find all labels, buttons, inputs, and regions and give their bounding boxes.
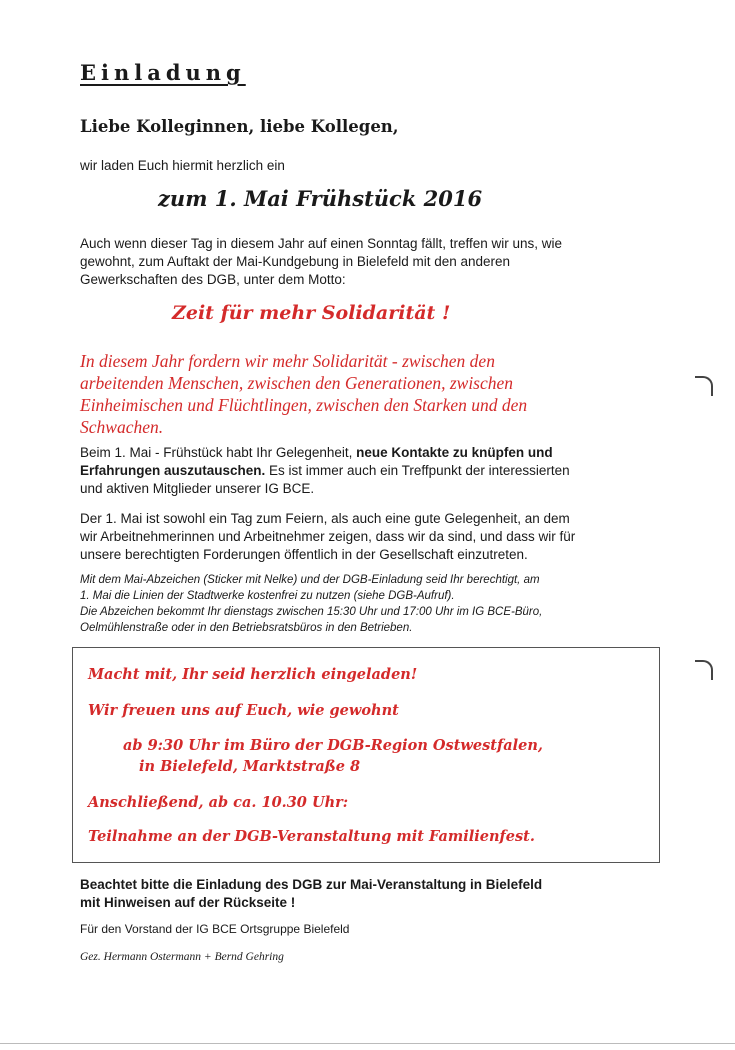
- contacts-text: Beim 1. Mai - Frühstück habt Ihr Gelegenheit,: [80, 445, 357, 460]
- badge-note: [80, 572, 680, 636]
- paragraph-line: [80, 462, 665, 480]
- note-line: Oelmühlenstraße oder in den Betriebsratsbüros in den Betrieben.: [80, 622, 413, 634]
- statement-line: Schwachen.: [80, 417, 164, 437]
- motto: Zeit für mehr Solidarität !: [172, 302, 451, 324]
- paragraph-line: und aktiven Mitglieder unserer IG BCE.: [80, 481, 315, 496]
- contacts-highlight: neue Kontakte zu knüpfen und: [356, 445, 553, 460]
- event-heading: zum 1. Mai Frühstück 2016: [158, 186, 483, 211]
- event-details-box: [72, 647, 660, 863]
- paragraph-contacts: [80, 444, 665, 498]
- statement-line: Einheimischen und Flüchtlingen, zwischen den Starken und den: [80, 395, 528, 415]
- solidarity-statement: [80, 350, 680, 438]
- board-signature-line: Für den Vorstand der IG BCE Ortsgruppe Bielefeld: [80, 922, 350, 936]
- note-line: Die Abzeichen bekommt Ihr dienstags zwischen 15:30 Uhr und 17:00 Uhr im IG BCE-Büro,: [80, 606, 543, 618]
- join-invitation: Macht mit, Ihr seid herzlich eingeladen!: [88, 666, 418, 683]
- document-title: Einladung: [80, 60, 246, 85]
- looking-forward: Wir freuen uns auf Euch, wie gewohnt: [88, 702, 399, 719]
- note-line: Mit dem Mai-Abzeichen (Sticker mit Nelke) und der DGB-Einladung seid Ihr berechtigt, am: [80, 574, 540, 586]
- location-address: in Bielefeld, Marktstraße 8: [139, 758, 361, 775]
- punch-hole-mark: [695, 660, 713, 680]
- note-line: 1. Mai die Linien der Stadtwerke kostenfrei zu nutzen (siehe DGB-Aufruf).: [80, 590, 455, 602]
- closing-line: Beachtet bitte die Einladung des DGB zur Mai-Veranstaltung in Bielefeld: [80, 877, 543, 892]
- contacts-highlight: Erfahrungen auszutauschen.: [80, 463, 266, 478]
- paragraph-line: gewohnt, zum Auftakt der Mai-Kundgebung in Bielefeld mit den anderen: [80, 254, 511, 269]
- statement-line: arbeitenden Menschen, zwischen den Generationen, zwischen: [80, 373, 514, 393]
- contacts-text: Es ist immer auch ein Treffpunkt der interessierten: [265, 463, 570, 478]
- participation: Teilnahme an der DGB-Veranstaltung mit Familienfest.: [88, 828, 535, 845]
- paragraph-celebrate: [80, 510, 665, 564]
- punch-hole-mark: [695, 376, 713, 396]
- location-line: ab 9:30 Uhr im Büro der DGB-Region Ostwestfalen,: [123, 737, 543, 754]
- statement-line: In diesem Jahr fordern wir mehr Solidarität - zwischen den: [80, 351, 495, 371]
- paragraph-line: Auch wenn dieser Tag in diesem Jahr auf einen Sonntag fällt, treffen wir uns, wie: [80, 236, 563, 251]
- afterwards-time: Anschließend, ab ca. 10.30 Uhr:: [88, 794, 349, 811]
- signatories: Gez. Hermann Ostermann + Bernd Gehring: [80, 951, 284, 963]
- paragraph-line: wir Arbeitnehmerinnen und Arbeitnehmer zeigen, dass wir da sind, und dass wir für: [80, 529, 576, 544]
- intro-text: wir laden Euch hiermit herzlich ein: [80, 158, 285, 173]
- paragraph-line: unsere berechtigten Forderungen öffentlich in der Gesellschaft einzutreten.: [80, 547, 528, 562]
- salutation: Liebe Kolleginnen, liebe Kollegen,: [80, 117, 399, 136]
- closing-note: [80, 876, 680, 912]
- paragraph-line: Der 1. Mai ist sowohl ein Tag zum Feiern, als auch eine gute Gelegenheit, an dem: [80, 511, 570, 526]
- paragraph-line: Gewerkschaften des DGB, unter dem Motto:: [80, 272, 346, 287]
- paragraph-motto: [80, 235, 665, 289]
- closing-line: mit Hinweisen auf der Rückseite !: [80, 895, 296, 910]
- paragraph-line: [80, 444, 665, 462]
- page-edge-line: [0, 1043, 735, 1044]
